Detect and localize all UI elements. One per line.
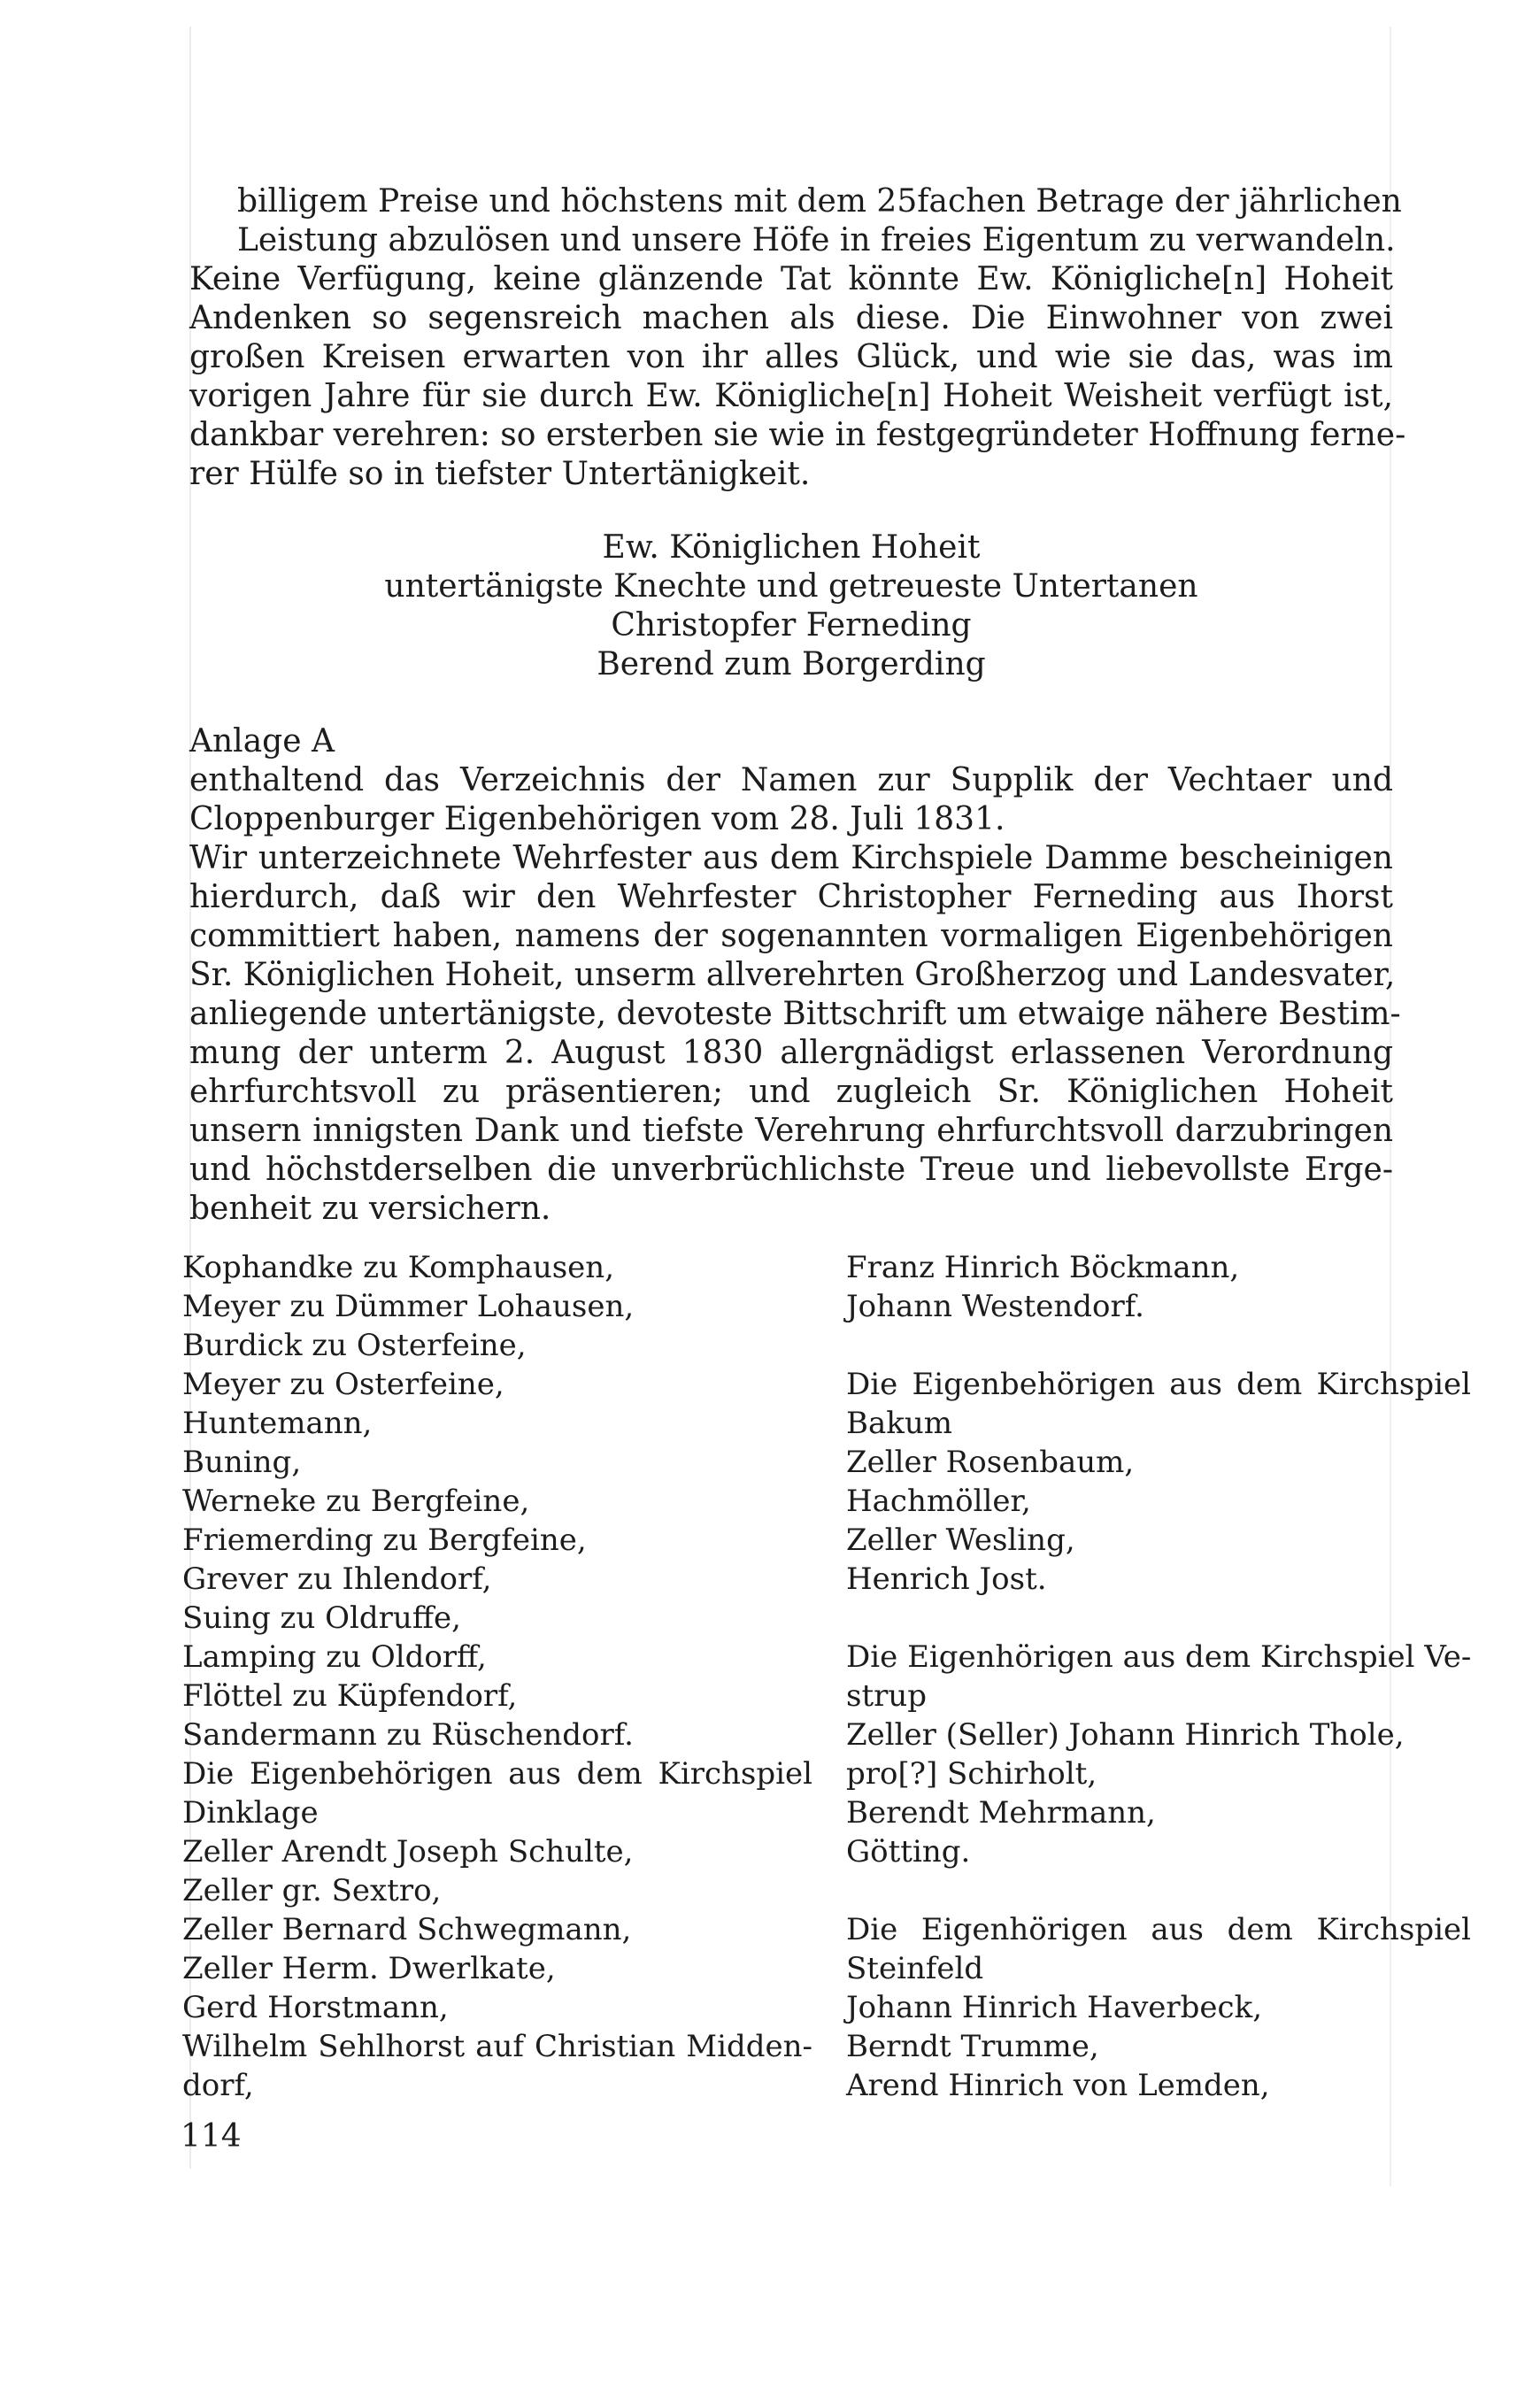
text-line: Cloppenburger Eigenbehörigen vom 28. Juli 1831. bbox=[189, 801, 1005, 837]
names-list-right bbox=[846, 1248, 1471, 2105]
text-line: unsern innigsten Dank und tiefste Verehrung ehrfurchtsvoll darzubringen bbox=[189, 1113, 1393, 1149]
list-item: Berendt Mehrmann, bbox=[846, 1795, 1156, 1831]
list-item: Zeller Herm. Dwerlkate, bbox=[182, 1951, 556, 1986]
list-item: Arend Hinrich von Lemden, bbox=[846, 2068, 1270, 2103]
list-item: Werneke zu Bergfeine, bbox=[182, 1484, 530, 1519]
list-item: Gerd Horstmann, bbox=[182, 1990, 449, 2025]
list-item: Friemerding zu Bergfeine, bbox=[182, 1523, 587, 1558]
list-item: Hachmöller, bbox=[846, 1484, 1031, 1519]
signature-line: Berend zum Borgerding bbox=[597, 646, 986, 682]
list-spacer bbox=[846, 1871, 1471, 1910]
list-item: pro[?] Schirholt, bbox=[846, 1756, 1097, 1792]
list-item: Henrich Jost. bbox=[846, 1561, 1047, 1597]
text-line: mung der unterm 2. August 1830 allergnädigst erlassenen Verordnung bbox=[189, 1035, 1393, 1071]
paragraph-petition-end bbox=[189, 182, 1406, 494]
list-item: Zeller Bernard Schwegmann, bbox=[182, 1912, 632, 1947]
text-line: billigem Preise und höchstens mit dem 25fachen Betrage der jährlichen bbox=[237, 183, 1402, 220]
list-item: dorf, bbox=[182, 2068, 254, 2103]
text-line: großen Kreisen erwarten von ihr alles Glück, und wie sie das, was im bbox=[189, 339, 1393, 375]
anlage-heading: Anlage A bbox=[189, 723, 335, 759]
text-line: und höchstderselben die unverbrüchlichste Treue und liebevollste Erge- bbox=[189, 1152, 1393, 1188]
text-line: committiert haben, namens der sogenannten vormaligen Eigenbehörigen bbox=[189, 918, 1393, 954]
page-number: 114 bbox=[181, 2118, 242, 2155]
list-item: Zeller gr. Sextro, bbox=[182, 1873, 442, 1908]
list-item: Johann Hinrich Haverbeck, bbox=[846, 1990, 1263, 2025]
names-list-left bbox=[182, 1248, 812, 2105]
text-line: dankbar verehren: so ersterben sie wie in festgegründeter Hoffnung ferne- bbox=[189, 417, 1406, 453]
anlage-section bbox=[189, 722, 1401, 1229]
list-item: Zeller Wesling, bbox=[846, 1523, 1075, 1558]
text-line: Keine Verfügung, keine glänzende Tat könnte Ew. Königliche[n] Hoheit bbox=[189, 261, 1393, 297]
list-item: Flöttel zu Küpfendorf, bbox=[182, 1678, 518, 1714]
list-item: Suing zu Oldruffe, bbox=[182, 1600, 461, 1636]
list-item: Die Eigenhörigen aus dem Kirchspiel bbox=[846, 1912, 1471, 1947]
list-item: Steinfeld bbox=[846, 1951, 984, 1986]
signature-line: Christopfer Ferneding bbox=[611, 607, 972, 644]
list-item: Meyer zu Osterfeine, bbox=[182, 1367, 504, 1402]
text-line: Leistung abzulösen und unsere Höfe in freies Eigentum zu verwandeln. bbox=[237, 222, 1396, 258]
signature-block bbox=[189, 528, 1393, 684]
text-line: vorigen Jahre für sie durch Ew. Königliche[n] Hoheit Weisheit verfügt ist, bbox=[189, 378, 1393, 414]
signature-line: untertänigste Knechte und getreueste Untertanen bbox=[384, 568, 1198, 605]
text-line: anliegende untertänigste, devoteste Bittschrift um etwaige nähere Bestim- bbox=[189, 996, 1401, 1032]
text-line: Wir unterzeichnete Wehrfester aus dem Kirchspiele Damme bescheinigen bbox=[189, 840, 1393, 876]
text-line: enthaltend das Verzeichnis der Namen zur Supplik der Vechtaer und bbox=[189, 762, 1393, 798]
list-item: Zeller Arendt Joseph Schulte, bbox=[182, 1834, 634, 1870]
list-item: Die Eigenbehörigen aus dem Kirchspiel bbox=[182, 1756, 812, 1792]
text-line: Andenken so segensreich machen als diese. Die Einwohner von zwei bbox=[189, 300, 1393, 336]
list-item: Zeller Rosenbaum, bbox=[846, 1445, 1135, 1480]
list-item: Zeller (Seller) Johann Hinrich Thole, bbox=[846, 1717, 1405, 1753]
list-item: strup bbox=[846, 1678, 928, 1714]
list-item: Burdick zu Osterfeine, bbox=[182, 1328, 527, 1363]
list-spacer bbox=[846, 1599, 1471, 1638]
list-item: Kophandke zu Komphausen, bbox=[182, 1250, 615, 1285]
text-line: benheit zu versichern. bbox=[189, 1191, 551, 1227]
list-item: Götting. bbox=[846, 1834, 971, 1870]
signature-line: Ew. Königlichen Hoheit bbox=[602, 529, 981, 566]
list-item: Johann Westendorf. bbox=[846, 1289, 1144, 1324]
list-item: Sandermann zu Rüschendorf. bbox=[182, 1717, 634, 1753]
text-line: hierdurch, daß wir den Wehrfester Christopher Ferneding aus Ihorst bbox=[189, 879, 1393, 915]
text-line: rer Hülfe so in tiefster Untertänigkeit. bbox=[189, 456, 811, 492]
list-item: Die Eigenhörigen aus dem Kirchspiel Ve- bbox=[846, 1639, 1472, 1675]
list-item: Wilhelm Sehlhorst auf Christian Midden- bbox=[182, 2029, 812, 2064]
text-line: Sr. Königlichen Hoheit, unserm allverehrten Großherzog und Landesvater, bbox=[189, 957, 1396, 993]
list-item: Dinklage bbox=[182, 1795, 319, 1831]
list-item: Die Eigenbehörigen aus dem Kirchspiel bbox=[846, 1367, 1471, 1402]
list-item: Buning, bbox=[182, 1445, 302, 1480]
list-item: Berndt Trumme, bbox=[846, 2029, 1099, 2064]
list-item: Franz Hinrich Böckmann, bbox=[846, 1250, 1240, 1285]
list-item: Huntemann, bbox=[182, 1406, 373, 1441]
list-item: Lamping zu Oldorff, bbox=[182, 1639, 487, 1675]
list-item: Bakum bbox=[846, 1406, 952, 1441]
list-spacer bbox=[846, 1326, 1471, 1365]
list-item: Grever zu Ihlendorf, bbox=[182, 1561, 492, 1597]
list-item: Meyer zu Dümmer Lohausen, bbox=[182, 1289, 635, 1324]
text-line: ehrfurchtsvoll zu präsentieren; und zugleich Sr. Königlichen Hoheit bbox=[189, 1074, 1393, 1110]
